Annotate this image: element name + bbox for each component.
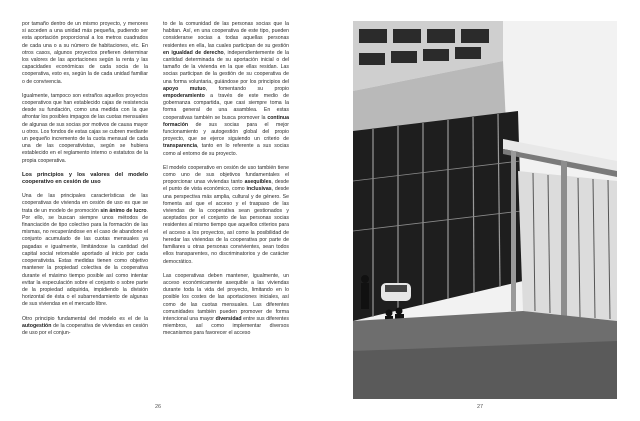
text-column-2 xyxy=(163,21,289,345)
paragraph: El modelo cooperativo en cesión de uso también tiene como uno de sus objetivos fundamentales el proporcionar unas viviendas tanto asequibles, desde el punto de vista económico, como inclusivas, desde una perspectiva más amplia, cultural y de género. Se fomenta así que el acceso y el traspaso de las viviendas de la cooperativa sean gestionados y aceptados por el conjunto de las personas socias residentes al mismo tiempo que aquellos criterios para el acceso a los proyectos, así como la posibilidad de heredar las viviendas de la cooperativa por parte de familiares u otras personas convivientes, sean todos ellos transparentes, no discriminatorios y de carácter democrático. xyxy=(163,164,289,265)
page-number-left: 26 xyxy=(155,404,162,410)
paragraph: por tamaño dentro de un mismo proyecto, y menores si acceden a una unidad más pequeña, pudiendo ser esta aportación proporcional a los metros cuadrados de cada una o a su número de habitaciones, etc. En otros casos, algunos proyectos prefieren determinar los valores de las aportaciones según la renta y las capacidades económicas de cada socia de la cooperativa, esto es, según la de cada unidad familiar o de convivencia. xyxy=(22,21,148,85)
photo-illustration xyxy=(353,21,617,399)
text-column-1 xyxy=(22,21,148,344)
paragraph: Igualmente, tampoco son extraños aquellos proyectos cooperativos que han establecido cajas de resistencia desde su fundación, como una medida con la que afrontar los posibles impagos de las cuotas mensuales de algunas de sus socias por motivos de causa mayor u otros. Los fondos de estas cajas se cubren mediante un pequeño incremento de la cuota mensual de cada una de las cooperativistas, según se hubiera establecido en el reglamento interno o estatutos de la propia cooperativa. xyxy=(22,92,149,164)
building-photo xyxy=(353,21,617,399)
paragraph: Otro principio fundamental del modelo es el de la autogestión de la cooperativa de viviendas en cesión de uso por el conjun- xyxy=(22,315,148,336)
right-page xyxy=(330,0,640,421)
paragraph: to de la comunidad de las personas socias que la habitan. Así, en una cooperativa de este tipo, pueden considerarse socias a todas aquellas personas residentes en ella, las cuales participan de su gestión en igualdad de derecho, independientemente de la cantidad determinada de su aportación inicial o del tamaño de la vivienda en la que ellas residan. Las socias participan de la gestión de su cooperativa de una forma voluntaria, guiándose por los principios del apoyo mutuo, fomentando su propio empoderamiento a través de este medio de gobernanza compartida, que casi siempre toma la forma general de una asamblea. En estas cooperativas también se busca promover la continua formación de sus socias para el mejor funcionamiento y autogestión global del propio proyecto, que se ejerce siguiendo un criterio de transparencia, tanto en lo referente a sus socias como al entorno de su proyecto. xyxy=(163,21,289,157)
paragraph: Una de las principales características de las cooperativas de vivienda en cesión de uso es que se trata de un modelo de promoción sin ánimo de lucro. Por ello, se buscan siempre unos métodos de financiación de tipo colectivo para la formación de las mismas, no recuperándose en el caso de abandono el conjunto acumulado de las cuotas mensuales ya pagadas e igualmente, limitándose la cantidad del capital social retornable aportado al inicio por cada cooperativista. Estas medidas tienen como objetivo mantener la propiedad colectiva de la cooperativa durante el máximo tiempo posible así como intentar evitar la especulación sobre el conjunto o sobre parte de la propiedad adquirida, impidiendo la división horizontal de ésta o el subarrendamiento de algunas de sus viviendas en el mercado libre. xyxy=(22,193,148,308)
section-heading: Los principios y los valores del modelo cooperativo en cesión de uso xyxy=(22,171,148,186)
paragraph: Las cooperativas deben mantener, igualmente, un acceso económicamente asequible a las viviendas durante toda la vida del proyecto, limitando en lo posible los costes de las aportaciones iniciales, así como de las cuotas mensuales. Las diferentes comunidades también pueden promover de forma intencional una mayor diversidad entre sus diferentes miembros, así como implementar diversos mecanismos para favorecer el acceso xyxy=(163,272,289,337)
page-number-right: 27 xyxy=(477,404,484,410)
